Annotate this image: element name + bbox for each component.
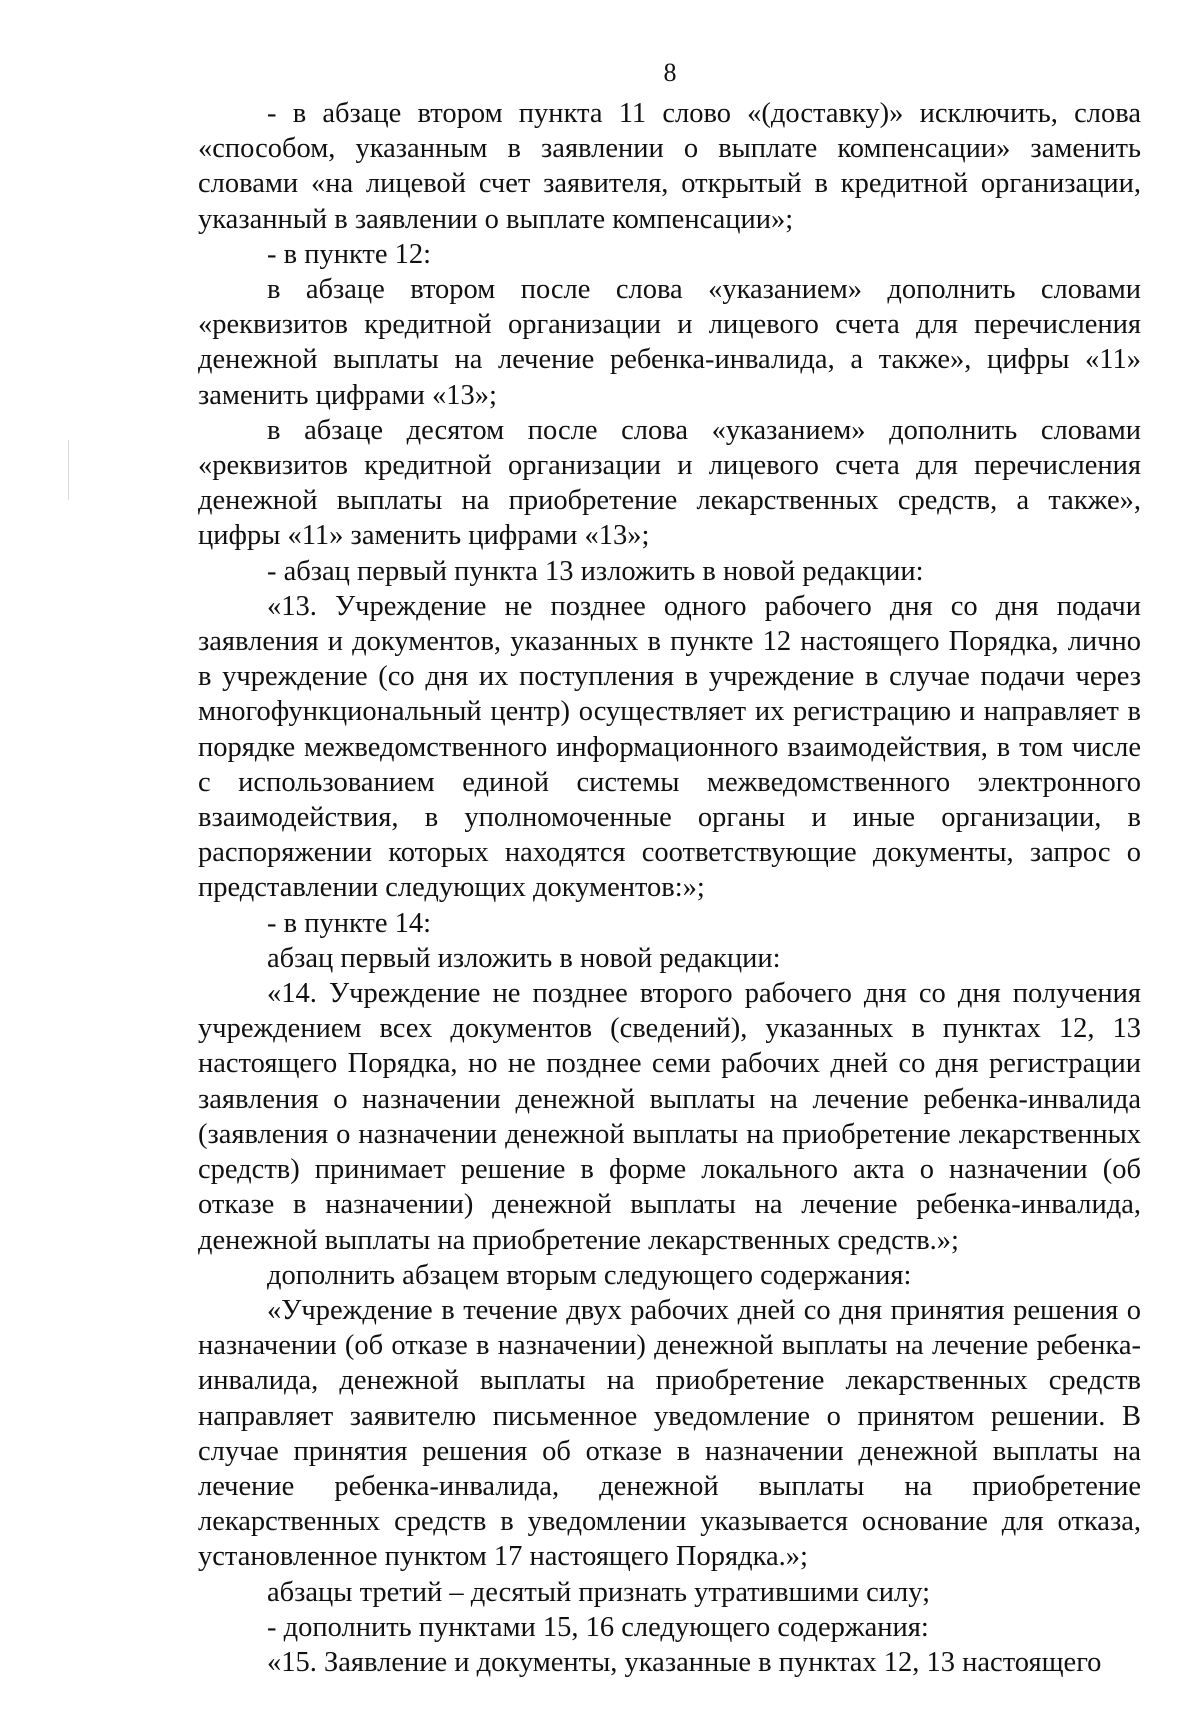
paragraph-point-13-new-text: «13. Учреждение не позднее одного рабочего дня со дня подачи заявления и документов, указанных в пункте 12 настоящего Порядка, лично в учреждение (со дня их поступления в учреждение в случае подачи через многофункциональный центр) осуществляет их регистрацию и направляет в порядке межведомственного информационного взаимодействия, в том числе с использованием единой системы межведомственного электронного взаимодействия, в уполномоченные органы и иные организации, в распоряжении которых находятся соответствующие документы, запрос о представлении следующих документов:»;	[198, 590, 1141, 904]
paragraph-point-14-heading: - в пункте 14:	[267, 907, 432, 939]
paragraph-repeal-subparagraphs: абзацы третий – десятый признать утратившими силу;	[267, 1576, 931, 1608]
paragraph-point-12-tenth-subparagraph: в абзаце десятом после слова «указанием» дополнить словами «реквизитов кредитной организации и лицевого счета для перечисления денежной выплаты на приобретение лекарственных средств, а также», цифры «11» заменить цифрами «13»;	[198, 414, 1141, 552]
paragraph-point-15-start: «15. Заявление и документы, указанные в пунктах 12, 13 настоящего	[267, 1646, 1102, 1678]
paragraph-point-11-amendment: - в абзаце втором пункта 11 слово «(доставку)» исключить, слова «способом, указанным в заявлении о выплате компенсации» заменить словами «на лицевой счет заявителя, открытый в кредитной организации, указанный в заявлении о выплате компенсации»;	[198, 98, 1141, 235]
scan-edge-line	[68, 440, 69, 500]
paragraph-point-14-first-subparagraph-note: абзац первый изложить в новой редакции:	[267, 942, 781, 974]
paragraph-add-points-15-16: - дополнить пунктами 15, 16 следующего содержания:	[267, 1611, 929, 1643]
paragraph-point-12-second-subparagraph: в абзаце втором после слова «указанием» дополнить словами «реквизитов кредитной организации и лицевого счета для перечисления денежной выплаты на лечение ребенка-инвалида, а также», цифры «11» заменить цифрами «13»;	[198, 274, 1141, 411]
paragraph-add-second-subparagraph: дополнить абзацем вторым следующего содержания:	[267, 1259, 912, 1291]
paragraph-point-12-heading: - в пункте 12:	[267, 238, 432, 270]
paragraph-point-13-heading: - абзац первый пункта 13 изложить в новой редакции:	[267, 555, 924, 587]
paragraph-notification-text: «Учреждение в течение двух рабочих дней со дня принятия решения о назначении (об отказе в назначении) денежной выплаты на лечение ребенка-инвалида, денежной выплаты на приобретение лекарственных средств направляет заявителю письменное уведомление о принятом решении. В случае принятия решения об отказе в назначении денежной выплаты на лечение ребенка-инвалида, денежной выплаты на приобретение лекарственных средств в уведомлении указывается основание для отказа, установленное пунктом 17 настоящего Порядка.»;	[198, 1294, 1141, 1573]
paragraph-point-14-new-text: «14. Учреждение не позднее второго рабочего дня со дня получения учреждением всех документов (сведений), указанных в пунктах 12, 13 настоящего Порядка, но не позднее семи рабочих дней со дня регистрации заявления о назначении денежной выплаты на лечение ребенка-инвалида (заявления о назначении денежной выплаты на приобретение лекарственных средств) принимает решение в форме локального акта о назначении (об отказе в назначении) денежной выплаты на лечение ребенка-инвалида, денежной выплаты на приобретение лекарственных средств.»;	[198, 978, 1141, 1256]
document-body	[198, 96, 1141, 1680]
page-number: 8	[663, 58, 677, 87]
